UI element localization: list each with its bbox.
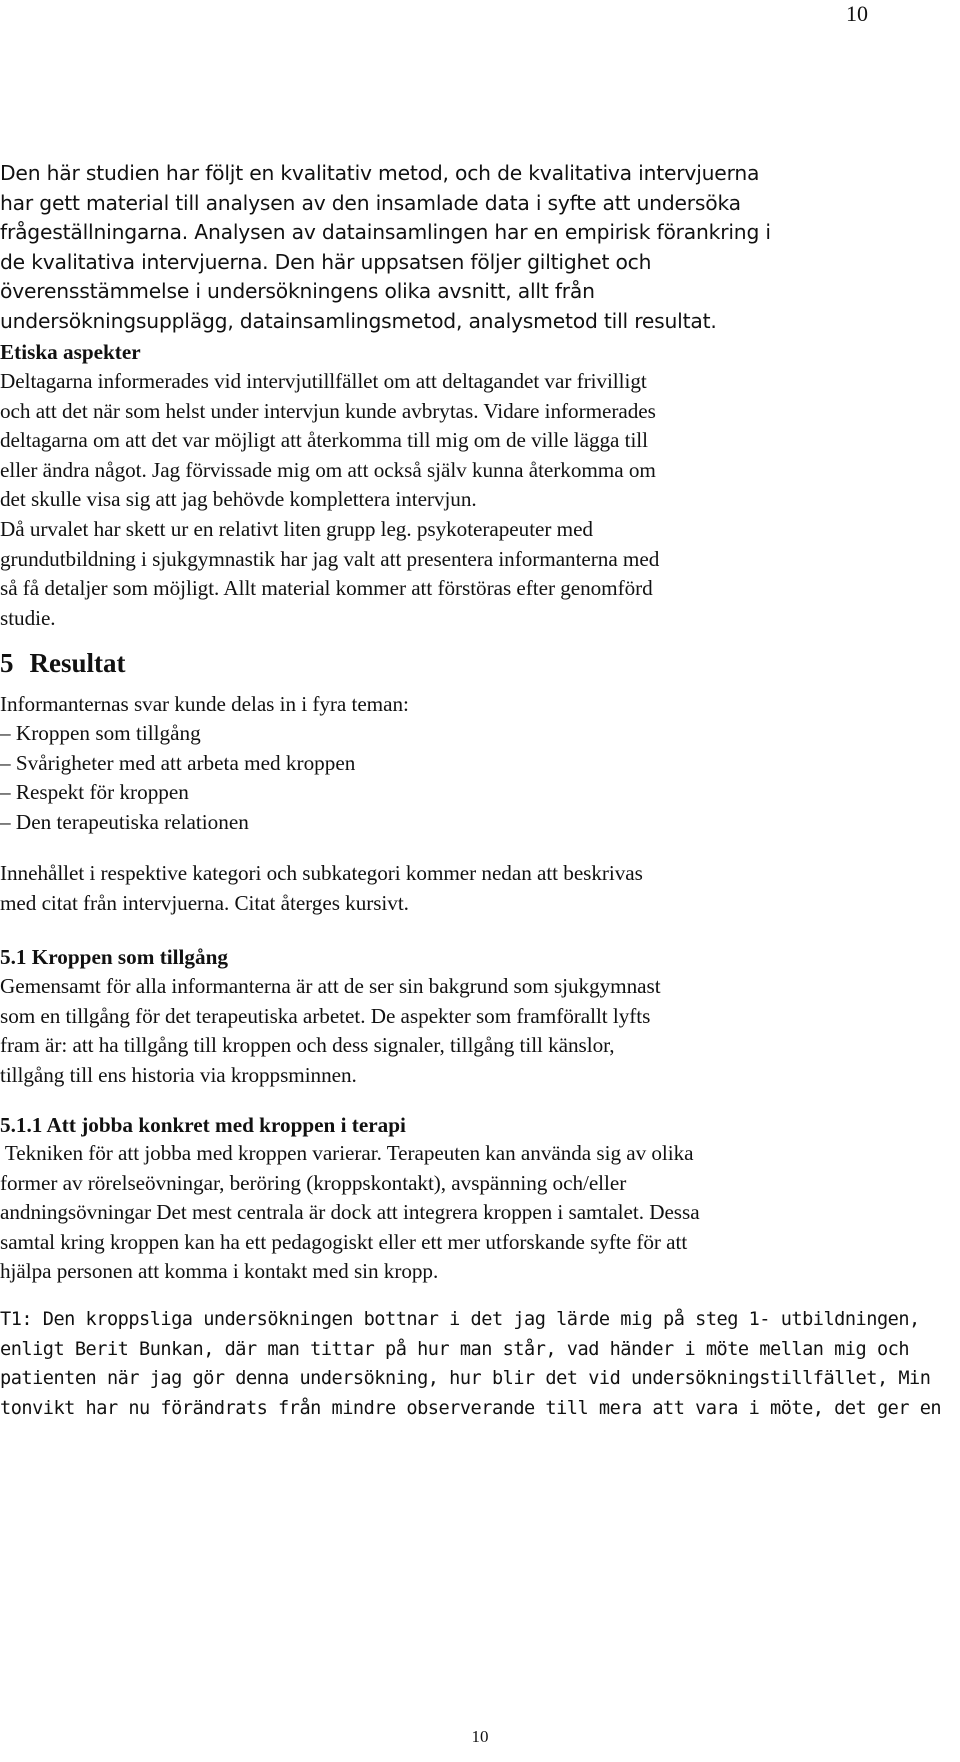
text-line: eller ändra något. Jag förvissade mig om att också själv kunna återkomma om [0,457,656,482]
text-line: som en tillgång för det terapeutiska arbetet. De aspekter som framförallt lyfts [0,1003,651,1028]
text-line: Den här studien har följt en kvalitativ metod, och de kvalitativa intervjuerna [0,161,760,185]
text-line: undersökningsupplägg, datainsamlingsmetod, analysmetod till resultat. [0,308,717,333]
text-line: med citat från intervjuerna. Citat återges kursivt. [0,890,409,915]
text-line: har gett material till analysen av den insamlade data i syfte att undersöka [0,190,741,215]
text-line: Tekniken för att jobba med kroppen varierar. Terapeuten kan använda sig av olika [0,1141,694,1165]
quote-t1 [0,1305,960,1424]
text-line: patienten när jag gör denna undersökning, hur blir det vid undersökningstillfället, Min [0,1368,931,1390]
ethics-heading: Etiska aspekter [0,340,141,364]
text-line: Då urvalet har skett ur en relativt liten grupp leg. psykoterapeuter med [0,516,593,541]
text-line: Deltagarna informerades vid intervjutillfället om att deltagandet var frivilligt [0,369,647,393]
list-item: – Respekt för kroppen [0,780,189,805]
results-heading [0,645,126,681]
text-line: former av rörelseövningar, beröring (kroppskontakt), avspänning och/eller [0,1170,627,1195]
text-line: tonvikt har nu förändrats från mindre observerande till mera att vara i möte, det ger en [0,1398,942,1420]
method-paragraph [0,159,860,337]
section-5-1-paragraph [0,972,860,1090]
text-line: samtal kring kroppen kan ha ett pedagogiskt eller ett mer utforskande syfte för att [0,1229,688,1254]
section-5-1-1-paragraph [0,1139,860,1287]
results-content-paragraph [0,859,860,918]
text-line: studie. [0,605,56,630]
list-item: – Kroppen som tillgång [0,721,201,745]
text-line: tillgång till ens historia via kroppsminnen. [0,1062,357,1087]
page-number-bottom: 10 [471,1727,489,1746]
results-heading-title: Resultat [29,648,126,678]
themes-list [0,719,355,837]
text-line: fram är: att ha tillgång till kroppen och dess signaler, tillgång till känslor, [0,1033,615,1058]
text-line: det skulle visa sig att jag behövde komplettera intervjun. [0,487,477,512]
text-line: så få detaljer som möjligt. Allt material kommer att förstöras efter genomförd [0,576,653,601]
results-heading-number: 5 [0,648,14,678]
text-line: frågeställningarna. Analysen av datainsamlingen har en empirisk förankring i [0,220,771,245]
section-5-1-1-heading: 5.1.1 Att jobba konkret med kroppen i terapi [0,1113,406,1137]
text-line: enligt Berit Bunkan, där man tittar på hur man står, vad händer i möte mellan mig och [0,1338,910,1360]
ethics-paragraph [0,367,860,633]
text-line: deltagarna om att det var möjligt att återkomma till mig om de ville lägga till [0,428,648,453]
text-line: överensstämmelse i undersökningens olika avsnitt, allt från [0,279,595,304]
page-number-top: 10 [846,1,868,26]
text-line: hjälpa personen att komma i kontakt med sin kropp. [0,1259,439,1284]
text-line: grundutbildning i sjukgymnastik har jag valt att presentera informanterna med [0,546,660,571]
text-line: de kvalitativa intervjuerna. Den här uppsatsen följer giltighet och [0,249,652,274]
text-line: andningsövningar Det mest centrala är dock att integrera kroppen i samtalet. Dessa [0,1200,700,1225]
results-intro: Informanternas svar kunde delas in i fyra teman: [0,692,409,716]
list-item: – Svårigheter med att arbeta med kroppen [0,750,356,775]
section-5-1-heading: 5.1 Kroppen som tillgång [0,945,228,969]
text-line: Gemensamt för alla informanterna är att de ser sin bakgrund som sjukgymnast [0,974,661,998]
text-line: Innehållet i respektive kategori och subkategori kommer nedan att beskrivas [0,861,643,885]
text-line: T1: Den kroppsliga undersökningen bottnar i det jag lärde mig på steg 1- utbildningen, [0,1309,920,1330]
list-item: – Den terapeutiska relationen [0,809,249,834]
text-line: och att det när som helst under intervjun kunde avbrytas. Vidare informerades [0,398,656,423]
